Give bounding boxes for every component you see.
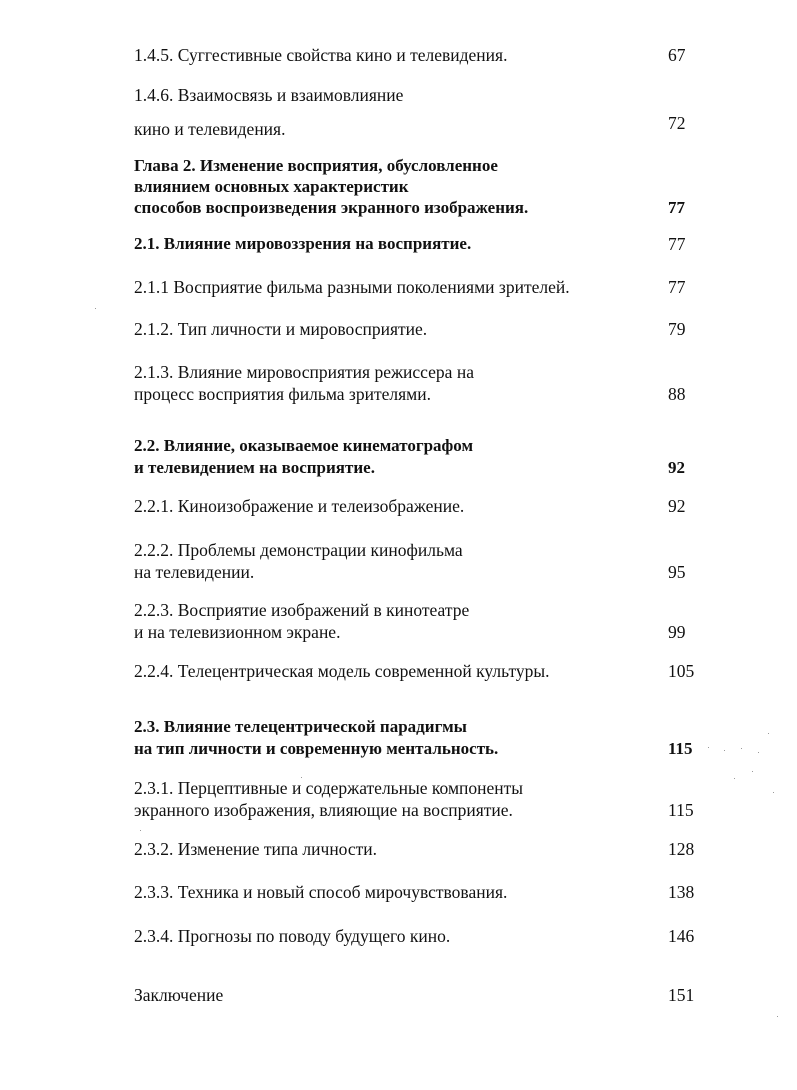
toc-page-number: 88 [668, 384, 686, 404]
scan-speck [301, 777, 302, 778]
toc-page-number: 77 [668, 198, 685, 217]
toc-entry-text: на тип личности и современную ментальность. [134, 739, 499, 758]
toc-entry-2-1-1 [134, 276, 624, 298]
scan-speck [708, 747, 709, 748]
toc-entry-text: влиянием основных характеристик [134, 177, 409, 196]
toc-entry-2-3-4 [134, 925, 624, 947]
scan-speck [777, 1016, 778, 1017]
scan-speck [768, 733, 769, 734]
toc-entry-text: процесс восприятия фильма зрителями. [134, 384, 431, 404]
toc-entry-text: 2.3. Влияние телецентрической парадигмы [134, 717, 467, 736]
toc-page-number: 99 [668, 622, 686, 642]
toc-entry-text: 1.4.6. Взаимосвязь и взаимовлияние [134, 85, 404, 105]
toc-entry-2-2-1 [134, 495, 624, 517]
toc-entry-text: 2.3.4. Прогнозы по поводу будущего кино. [134, 926, 451, 946]
toc-page-number: 92 [668, 458, 685, 477]
toc-page-number: 95 [668, 562, 686, 582]
toc-entry-text: Заключение [134, 985, 224, 1005]
toc-entry-2-3-2 [134, 838, 624, 860]
toc-entry-text: способов воспроизведения экранного изображения. [134, 198, 529, 217]
toc-entry-text: и на телевизионном экране. [134, 622, 341, 642]
scan-speck [734, 778, 735, 779]
toc-entry-text: 2.2. Влияние, оказываемое кинематографом [134, 436, 474, 455]
toc-entry-text: 2.1.2. Тип личности и мировосприятие. [134, 319, 428, 339]
toc-section-2-1 [134, 233, 624, 255]
toc-entry-text: кино и телевидения. [134, 119, 286, 139]
toc-entry-text: 1.4.5. Суггестивные свойства кино и телевидения. [134, 45, 508, 65]
toc-page-number: 92 [668, 496, 686, 516]
toc-entry-text: 2.2.4. Телецентрическая модель современной культуры. [134, 661, 550, 681]
toc-page-number: 77 [668, 277, 686, 297]
scan-speck [724, 750, 725, 751]
toc-page-number: 138 [668, 882, 695, 902]
toc-entry-text: на телевидении. [134, 562, 255, 582]
scan-speck [758, 752, 759, 753]
toc-entry-text: и телевидением на восприятие. [134, 458, 375, 477]
toc-entry-text: 2.2.3. Восприятие изображений в кинотеатре [134, 600, 470, 620]
toc-entry-2-1-3 [134, 361, 624, 405]
toc-entry-text: 2.3.2. Изменение типа личности. [134, 839, 378, 859]
toc-page-number: 128 [668, 839, 695, 859]
toc-entry-text: 2.1. Влияние мировоззрения на восприятие. [134, 234, 472, 253]
toc-chapter-2-heading [134, 155, 624, 218]
toc-section-2-3 [134, 716, 624, 760]
toc-page-number: 115 [668, 739, 693, 758]
toc-entry-2-3-3 [134, 881, 624, 903]
toc-page-number: 151 [668, 985, 695, 1005]
toc-entry-2-2-3 [134, 599, 624, 643]
toc-entry-2-3-1 [134, 777, 624, 821]
scan-speck [773, 792, 774, 793]
toc-entry-text: 2.2.2. Проблемы демонстрации кинофильма [134, 540, 463, 560]
toc-page-number: 79 [668, 319, 686, 339]
toc-entry-text: экранного изображения, влияющие на восприятие. [134, 800, 513, 820]
toc-entry-2-1-2 [134, 318, 624, 340]
toc-entry-conclusion [134, 984, 624, 1006]
toc-entry-1-4-6 [134, 78, 624, 146]
scan-speck [140, 830, 141, 831]
toc-section-2-2 [134, 435, 624, 479]
scan-speck [741, 748, 742, 749]
toc-page-number: 77 [668, 234, 686, 254]
scan-speck [752, 771, 753, 772]
toc-page-number: 105 [668, 661, 695, 681]
toc-entry-1-4-5 [134, 44, 624, 66]
toc-page-number: 115 [668, 800, 694, 820]
toc-entry-text: 2.2.1. Киноизображение и телеизображение. [134, 496, 465, 516]
toc-entry-text: 2.3.3. Техника и новый способ мирочувствования. [134, 882, 508, 902]
toc-entry-text: Глава 2. Изменение восприятия, обусловленное [134, 156, 498, 175]
scan-speck [95, 308, 96, 309]
toc-entry-2-2-4 [134, 660, 624, 682]
toc-entry-2-2-2 [134, 539, 624, 583]
toc-entry-text: 2.3.1. Перцептивные и содержательные компоненты [134, 778, 524, 798]
toc-entry-text: 2.1.1 Восприятие фильма разными поколениями зрителей. [134, 277, 570, 297]
toc-page-number: 72 [668, 113, 686, 133]
toc-page-number: 67 [668, 45, 686, 65]
toc-entry-text: 2.1.3. Влияние мировосприятия режиссера на [134, 362, 474, 382]
toc-page-number: 146 [668, 926, 695, 946]
